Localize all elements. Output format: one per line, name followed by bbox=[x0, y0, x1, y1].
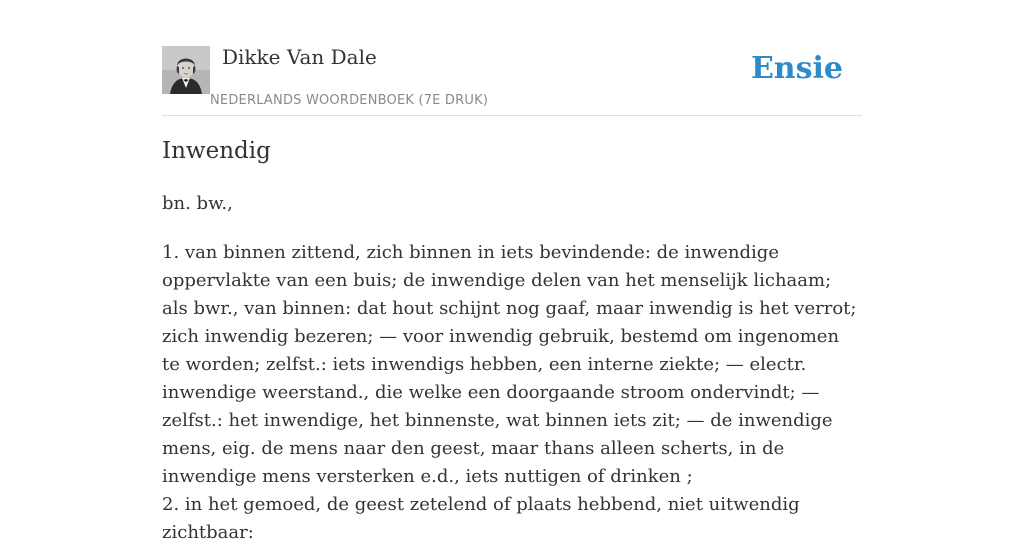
definition-sense: 1. van binnen zittend, zich binnen in iets bevindende: de inwendige oppervlakte van een buis; de inwendige delen van het menselijk lichaam; als bwr., van binnen: dat hout schijnt nog gaaf, maar inwendig is het verrot; zich inwendig bezeren; — voor inwendig gebruik, bestemd om ingenomen te worden; zelfst.: iets inwendigs hebben, een interne ziekte; — electr. inwendige weerstand., die welke een doorgaande stroom ondervindt; — zelfst.: het inwendige, het binnenste, wat binnen iets zit; — de inwendige mens, eig. de mens naar den geest, maar thans alleen scherts, in de inwendige mens versterken e.d., iets nuttigen of drinken ; bbox=[162, 242, 857, 487]
author-avatar[interactable] bbox=[162, 46, 210, 94]
source-subtitle[interactable]: NEDERLANDS WOORDENBOEK (7E DRUK) bbox=[210, 93, 489, 108]
definition-sense: 2. in het gemoed, de geest zetelend of plaats hebbend, niet uitwendig zichtbaar: bbox=[162, 494, 800, 543]
ensie-logo-link[interactable]: Ensie bbox=[750, 51, 843, 86]
page-container bbox=[162, 0, 862, 543]
entry-header bbox=[162, 0, 862, 116]
part-of-speech: bn. bw., bbox=[162, 193, 233, 214]
entry-title: Inwendig bbox=[162, 138, 271, 164]
definition-body bbox=[162, 239, 862, 547]
author-name[interactable]: Dikke Van Dale bbox=[222, 45, 377, 69]
portrait-icon bbox=[162, 46, 210, 94]
